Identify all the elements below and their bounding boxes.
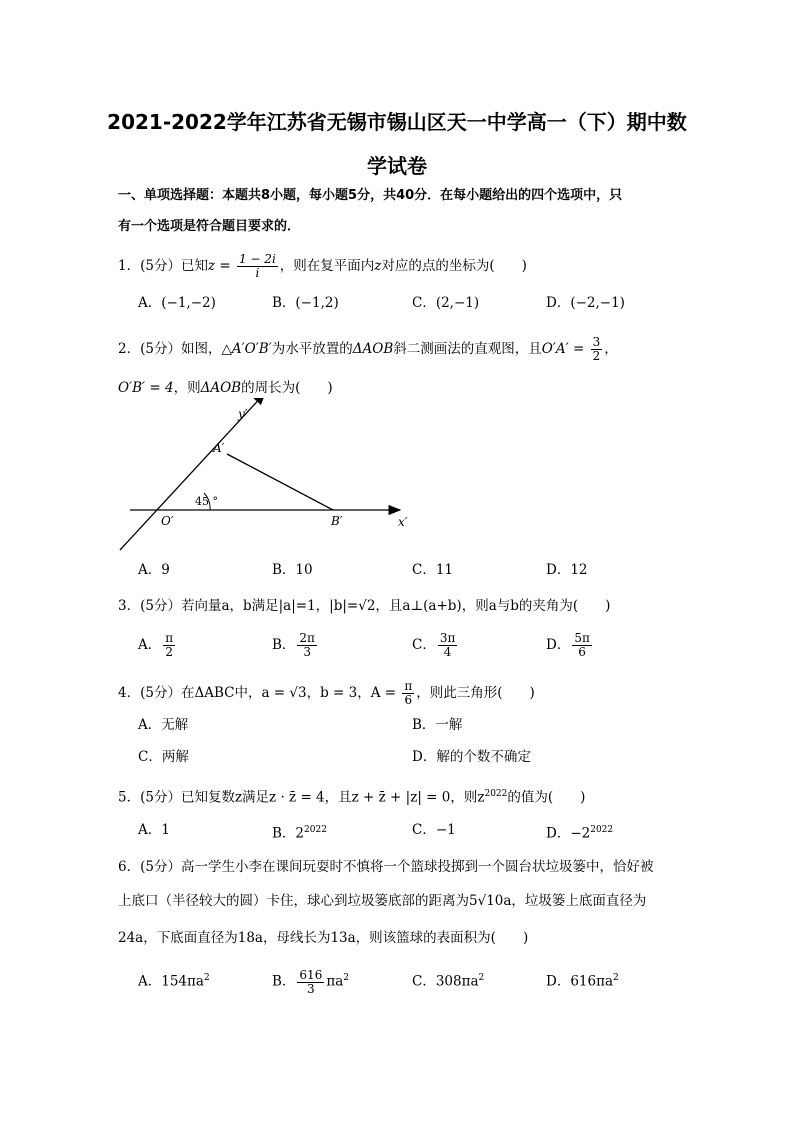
q3-b-num: 2π: [299, 631, 315, 645]
q4-option-d: D．解的个数不确定: [412, 749, 531, 765]
point-b-label: B′: [331, 514, 343, 528]
q2-line2-triangle: ΔAOB: [200, 380, 242, 396]
q5-d-base: D．−2: [546, 825, 591, 842]
q3-b-letter: B．: [272, 637, 296, 653]
q6-b-fraction: [297, 969, 324, 996]
q2-mid: 为水平放置的: [271, 341, 353, 357]
q3-d-den: 6: [578, 645, 586, 659]
q6-c-text: C．308πa: [412, 973, 479, 990]
q3-a-fraction: [163, 632, 175, 659]
q3-option-b: [272, 632, 319, 659]
question-6-line3: 24a，下底面直径为18a，母线长为13a，则该篮球的表面积为( ): [118, 930, 529, 946]
q3-d-letter: D．: [546, 637, 571, 653]
q6-d-text: D．616πa: [546, 973, 614, 990]
q5-post: 的值为( ): [507, 789, 586, 806]
q2-prefix: 2．(5分）如图，△: [118, 341, 232, 357]
q3-option-c: [412, 632, 459, 659]
question-3: 3．(5分）若向量a，b满足|a|=1，|b|=√2，且a⊥(a+b)，则a与b的夹角为( ): [118, 598, 611, 614]
question-5: [118, 784, 585, 808]
q4-option-a: A．无解: [138, 717, 189, 733]
q3-a-den: 2: [165, 645, 174, 659]
q2-triangle-prime: A′O′B′: [231, 341, 272, 357]
q2-mid2: 斜二测画法的直观图，且: [393, 341, 542, 357]
q5-c-base: C．−1: [412, 822, 456, 838]
q5-option-d: [546, 820, 613, 844]
q1-option-c: C．(2,−1): [412, 295, 480, 311]
q4-post: ，则此三角形( ): [416, 685, 535, 701]
q2-option-a: A．9: [138, 562, 170, 578]
q3-option-a: [138, 632, 177, 659]
q3-c-den: 4: [443, 645, 452, 659]
q4-option-c: C．两解: [138, 749, 189, 765]
q1-var-z: z: [207, 258, 216, 274]
q6-option-c: [412, 968, 484, 992]
q4-option-b: B．一解: [412, 717, 463, 733]
q2-option-b: B．10: [272, 562, 313, 578]
point-o-label: O′: [161, 514, 174, 528]
q2-triangle: ΔAOB: [352, 341, 394, 357]
angle-label: 45 °: [195, 495, 218, 508]
q1-text2: 对应的点的坐标为( ): [381, 258, 527, 274]
q3-c-letter: C．: [412, 637, 436, 653]
q4-prefix: 4．(5分）在ΔABC中，a = √3，b = 3，A =: [118, 685, 401, 701]
q2-line2-mid: ，则: [173, 380, 201, 396]
q3-d-num: 5π: [574, 631, 590, 645]
q2-option-c: C．11: [412, 562, 454, 578]
q6-a-sup: 2: [203, 973, 210, 983]
q6-option-d: [546, 968, 619, 992]
q5-option-a: [138, 820, 170, 840]
page-title-line1: 2021-2022学年江苏省无锡市锡山区天一中学高一（下）期中数: [107, 110, 687, 134]
q2-comma: ，: [604, 341, 618, 357]
q3-c-num: 3π: [439, 631, 456, 645]
question-2-line2: [118, 378, 333, 398]
section-header-line1: 一、单项选择题：本题共8小题，每小题5分，共40分．在每小题给出的四个选项中，只: [118, 188, 623, 203]
q6-d-sup: 2: [613, 973, 619, 983]
q2-line2-post: 的周长为( ): [241, 380, 333, 396]
q5-b-sup: 2022: [304, 825, 327, 835]
q3-option-d: [546, 632, 594, 659]
q1-option-a: A．(−1,−2): [138, 295, 216, 311]
q4-den: 6: [404, 693, 413, 707]
q5-text: 5．(5分）已知复数z满足z · z̄ = 4，且z + z̄ + |z| = 0，则z: [118, 789, 485, 806]
q6-option-a: [138, 968, 210, 992]
q6-option-b: [272, 968, 349, 996]
y-axis-label: y′: [238, 407, 248, 421]
question-6-line1: 6．(5分）高一学生小李在课间玩耍时不慎将一个篮球投掷到一个圆台状垃圾篓中，恰好被: [118, 859, 654, 875]
q1-option-d: D．(−2,−1): [546, 295, 625, 311]
q2-option-d: D．12: [546, 562, 588, 578]
q1-prefix: 1．(5分）已知: [118, 258, 208, 274]
q1-denominator: i: [255, 266, 260, 280]
q2-fraction: [591, 336, 603, 363]
q5-d-sup: 2022: [590, 825, 614, 835]
question-6-line2: 上底口（半径较大的圆）卡住，球心到垃圾篓底部的距离为5√10a，垃圾篓上底面直径为: [118, 893, 647, 909]
q6-c-sup: 2: [478, 973, 485, 983]
q3-b-fraction: [297, 632, 317, 659]
q6-b-letter: B．: [272, 973, 296, 990]
q2-figure: [115, 398, 425, 558]
q6-b-den: 3: [307, 981, 315, 996]
q6-b-tail: πa: [326, 973, 344, 990]
q5-exponent: 2022: [484, 789, 508, 799]
point-a-label: A′: [213, 441, 225, 455]
q4-num: π: [404, 679, 413, 693]
q3-a-num: π: [165, 631, 174, 645]
q1-text: ，则在复平面内: [279, 258, 375, 274]
question-1: [118, 253, 527, 280]
q5-option-b: [272, 820, 327, 844]
q1-var-z2: z: [374, 258, 382, 274]
q6-b-sup: 2: [343, 973, 349, 983]
q2-ob: O′B′ = 4: [118, 380, 174, 396]
page-title-line2: 学试卷: [367, 154, 427, 178]
x-axis-label: x′: [398, 515, 408, 529]
q1-option-b: B．(−1,2): [272, 295, 339, 311]
q2-eq: =: [568, 341, 589, 357]
q5-a-base: A．1: [138, 822, 170, 838]
q6-a-text: A．154πa: [138, 973, 204, 990]
q3-b-den: 3: [303, 645, 311, 659]
q5-option-c: [412, 820, 456, 840]
q3-d-fraction: [572, 632, 592, 659]
q2-oa: O′A′: [541, 341, 569, 357]
q1-eq: =: [215, 258, 235, 274]
question-4: [118, 680, 535, 707]
segment-ab: [227, 454, 333, 510]
section-header-line2: 有一个选项是符合题目要求的．: [118, 219, 301, 234]
q1-fraction: [237, 253, 278, 280]
q3-c-fraction: [438, 632, 458, 659]
q3-a-letter: A．: [138, 637, 162, 653]
q1-numerator: 1 − 2i: [238, 252, 276, 266]
q5-b-base: B．2: [272, 825, 305, 842]
q6-b-num: 616: [299, 967, 323, 982]
q4-fraction: [402, 680, 414, 707]
q2-numerator: 3: [592, 335, 601, 349]
question-2-line1: [118, 336, 618, 363]
q2-denominator: 2: [592, 349, 601, 363]
